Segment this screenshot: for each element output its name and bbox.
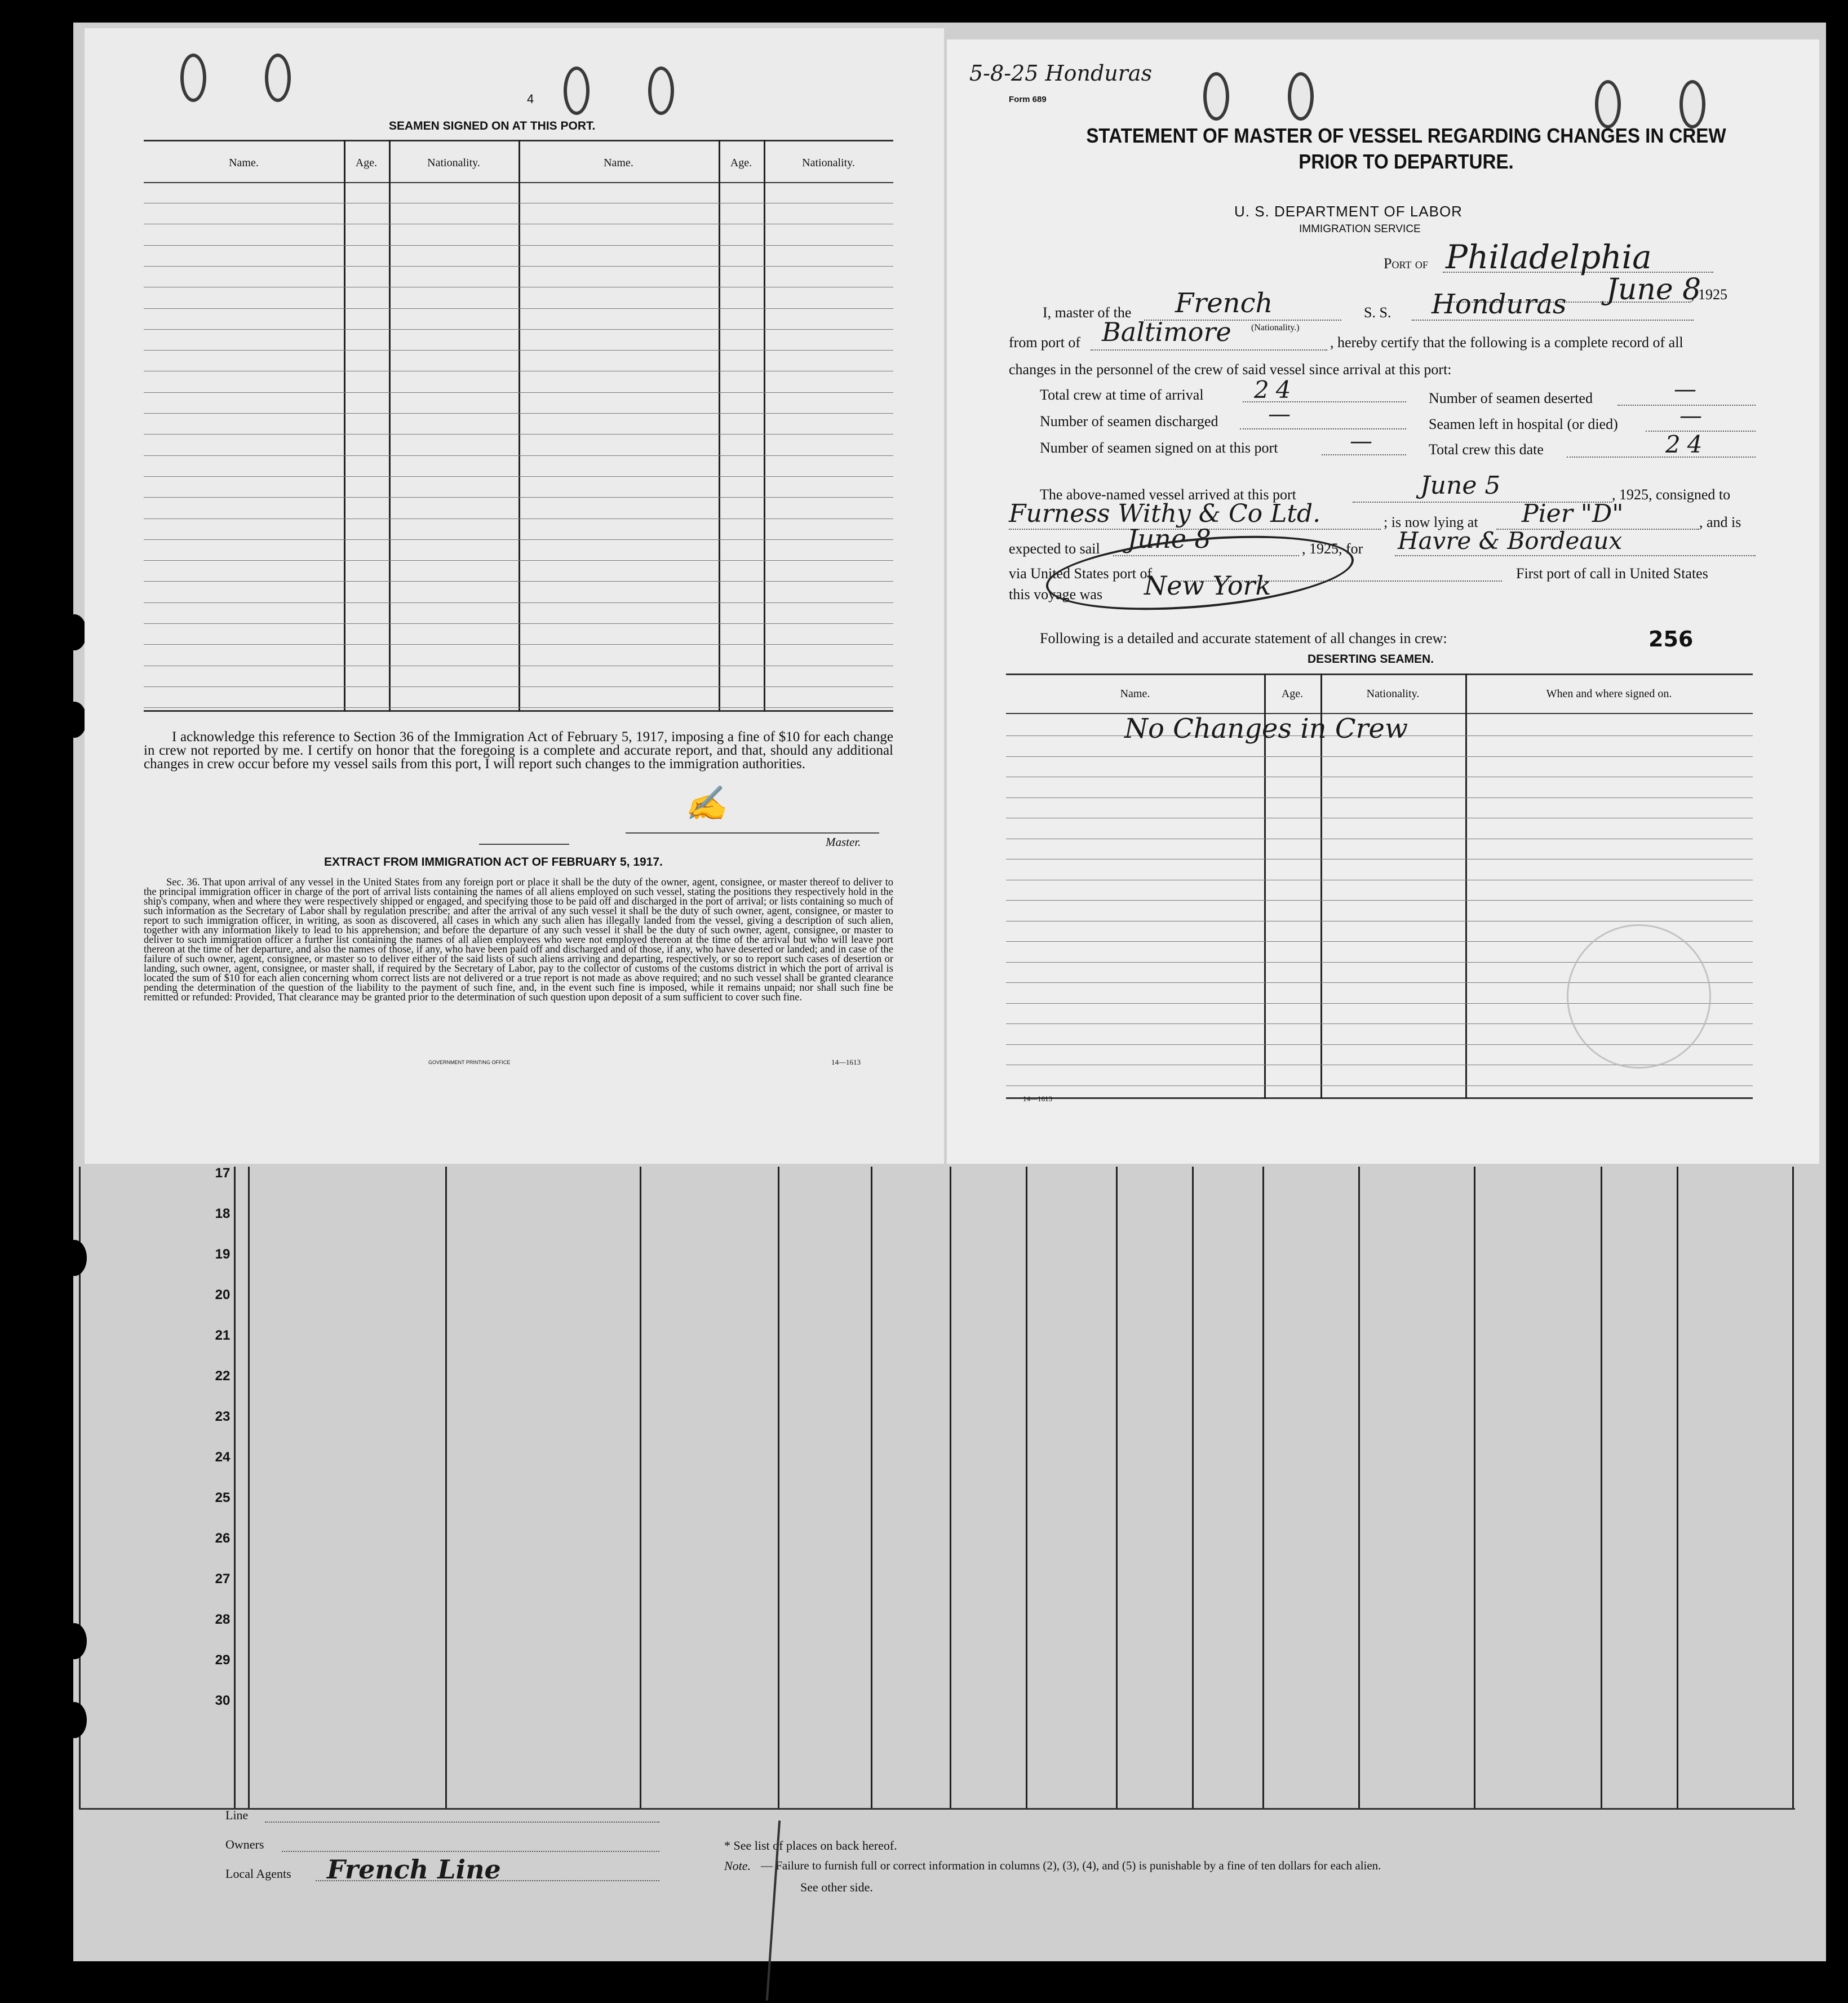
table-rule — [144, 581, 893, 582]
lying-label: ; is now lying at — [1384, 514, 1478, 530]
following-text: Following is a detailed and accurate statement of all changes in crew: — [1040, 630, 1447, 646]
extract-text: Sec. 36. That upon arrival of any vessel in the United States from any foreign port or place it shall be the duty of the owner, agent, consignee, or master thereof to deliver to the principal immigration officer in charge of the port of arrival lists containing the names of all aliens employed on such vessel, stating the positions they respectively hold in the ship's company, when and where they were respectively shipped or engaged, and specifying those to be paid off and discharged in the port of arrival; or lists containing so much of such information as the Secretary of Labor shall by regulation prescribe; and after the arrival of any such vessel it shall be the duty of such owner, agent, consignee, or master to report to such immigration officer, in writing, as soon as discovered, all cases in which any such alien has illegally landed from the vessel, giving a description of such alien, together with any information likely to lead to his apprehension; and before the departure of any such vessel it shall be the duty of such owner, agent, consignee, or master to deliver to such immigration officer a further list containing the names of all alien employees who were not employed thereon at the time of the arrival but who will leave port thereon at the time of her departure, and also the names of those, if any, who have been paid off and discharged and of those, if any, who have deserted or landed; and in case of the failure of such owner, agent, consignee, or master so to deliver either of the said lists of such aliens arriving and departing, respectively, or so to report such cases of desertion or landing, such owner, agent, consignee, or master shall, if required by the Secretary of Labor, pay to the collector of customs of the customs district in which the port of arrival is located the sum of $10 for each alien concerning whom correct lists are not delivered or a true report is not made as above required; and no such vessel shall be granted clearance pending the determination of the question of the liability to the payment of such fine, and, in the event such fine is imposed, while it remains unpaid; nor shall such fine be remitted or refunded: Provided, That clearance may be granted prior to the determination of such question upon deposit of a sum sufficient to cover such fine. — [144, 877, 893, 1003]
table-rule — [144, 623, 893, 624]
ss-label: S. S. — [1364, 304, 1391, 321]
arrived-value: June 5 — [1420, 471, 1501, 500]
ring-hole — [648, 67, 674, 115]
acknowledgement-text: I acknowledge this reference to Section 36 of the Immigration Act of February 5, 1917, imposing a fine of $10 for each change in crew not reported by me. I certify on honor that the foregoing is a complete and accurate report, and that, should any additional changes in crew occur before my vessel sails from this port, I will report such changes to the immigration authorities. — [144, 729, 893, 772]
row-number: 26 — [215, 1531, 231, 1546]
nationality-value: French — [1175, 287, 1273, 319]
total-date-value: 24 — [1665, 431, 1709, 458]
table-rule — [144, 644, 893, 645]
column-nationality: Nationality. — [802, 157, 855, 169]
ship-value: Honduras — [1432, 289, 1567, 320]
via-label: via United States port of — [1009, 565, 1153, 582]
form-title-line-1: STATEMENT OF MASTER OF VESSEL REGARDING CHANGES IN CREW — [1086, 124, 1726, 147]
row-number: 25 — [215, 1490, 231, 1505]
ring-hole — [1203, 72, 1229, 121]
owners-underline — [282, 1851, 659, 1852]
manifest-grid — [79, 1167, 1820, 1809]
see-other-side: See other side. — [800, 1880, 873, 1894]
see-list-note: * See list of places on back hereof. — [724, 1838, 897, 1853]
ring-hole — [180, 54, 206, 102]
pier-value: Pier "D" — [1522, 499, 1624, 528]
punch-hole — [62, 1240, 87, 1276]
row-number: 22 — [215, 1368, 231, 1384]
deserting-title: DESERTING SEAMEN. — [1308, 653, 1434, 666]
printer-code: 14—1613 — [831, 1058, 861, 1066]
table-rule — [144, 497, 893, 498]
row-number: 17 — [215, 1166, 231, 1181]
signed-on-underline — [1322, 454, 1406, 455]
and-is: , and is — [1699, 514, 1741, 530]
total-date-label: Total crew this date — [1429, 441, 1544, 458]
table-rule — [144, 455, 893, 456]
sail-value: June 8 — [1127, 524, 1211, 554]
expected-label: expected to sail — [1009, 540, 1100, 557]
right-printer-code: 14—1613 — [1023, 1094, 1052, 1103]
discharged-underline — [1240, 428, 1406, 429]
table-rule — [144, 686, 893, 687]
table-rule — [1006, 797, 1753, 798]
table-rule — [144, 560, 893, 561]
from-port-underline — [1091, 349, 1327, 351]
destination-underline — [1395, 555, 1756, 556]
column-age: Age. — [355, 157, 378, 169]
arrived-year: , 1925, consigned to — [1612, 486, 1731, 503]
hospital-value: — — [1679, 403, 1702, 429]
certify-text-2: changes in the personnel of the crew of said vessel since arrival at this port: — [1009, 361, 1452, 378]
punch-hole — [62, 1623, 87, 1659]
note-label: Note. — [724, 1859, 751, 1873]
no-changes-note: No Changes in Crew — [1124, 713, 1408, 745]
form-number: Form 689 — [1009, 95, 1047, 104]
row-number: 23 — [215, 1409, 231, 1424]
table-rule — [144, 434, 893, 435]
table-rule — [144, 329, 893, 330]
row-number: 18 — [215, 1206, 231, 1221]
table-rule — [144, 602, 893, 603]
date-value: June 8 — [1606, 273, 1701, 307]
table-rule — [144, 308, 893, 309]
signed-on-table — [144, 140, 893, 712]
row-number: 24 — [215, 1450, 231, 1465]
row-number: 30 — [215, 1693, 231, 1708]
punch-hole — [62, 1702, 87, 1738]
page-number: 4 — [527, 92, 534, 106]
extract-rule — [479, 844, 569, 845]
voyage-label: this voyage was — [1009, 586, 1103, 602]
local-agents-value: French Line — [327, 1854, 501, 1885]
row-number: 21 — [215, 1328, 231, 1343]
signature-line — [626, 832, 879, 834]
year-suffix: , 1925 — [1691, 286, 1727, 303]
deserted-label: Number of seamen deserted — [1429, 390, 1593, 406]
master-of-label: I, master of the — [1043, 304, 1132, 321]
department: U. S. DEPARTMENT OF LABOR — [1234, 203, 1463, 220]
first-port-label: First port of call in United States — [1516, 565, 1708, 582]
column-when-where: When and where signed on. — [1546, 688, 1672, 700]
line-underline — [265, 1822, 659, 1823]
column-name: Name. — [604, 157, 633, 169]
table-rule — [1006, 756, 1753, 757]
consignee-value: Furness Withy & Co Ltd. — [1009, 499, 1321, 528]
ring-hole — [1595, 80, 1621, 128]
table-rule — [144, 476, 893, 477]
nationality-caption: (Nationality.) — [1251, 323, 1300, 333]
punch-hole — [62, 614, 87, 650]
hospital-label: Seamen left in hospital (or died) — [1429, 416, 1618, 432]
discharged-label: Number of seamen discharged — [1040, 413, 1218, 429]
row-number: 29 — [215, 1652, 231, 1668]
extract-title: EXTRACT FROM IMMIGRATION ACT OF FEBRUARY 5, 1917. — [324, 856, 663, 868]
service: IMMIGRATION SERVICE — [1299, 223, 1421, 235]
sail-year: , 1925, for — [1302, 540, 1363, 557]
form-title-line-2: PRIOR TO DEPARTURE. — [1299, 150, 1514, 173]
signed-on-label: Number of seamen signed on at this port — [1040, 440, 1278, 456]
column-age: Age. — [1281, 688, 1304, 700]
total-arrival-label: Total crew at time of arrival — [1040, 387, 1204, 403]
table-rule — [1006, 900, 1753, 901]
table-rule — [144, 350, 893, 351]
port-label: Port of — [1384, 255, 1428, 272]
table-rule — [144, 392, 893, 393]
punch-hole — [62, 702, 87, 738]
signed-on-value: — — [1350, 428, 1372, 454]
certify-text: , hereby certify that the following is a complete record of all — [1330, 334, 1683, 351]
total-date-underline — [1567, 457, 1756, 458]
row-number: 20 — [215, 1287, 231, 1302]
destination-value: Havre & Bordeaux — [1398, 527, 1623, 555]
ring-hole — [564, 67, 590, 115]
table-rule — [144, 539, 893, 540]
table-rule — [144, 266, 893, 267]
line-label: Line — [225, 1808, 249, 1822]
column-name: Name. — [229, 157, 259, 169]
column-nationality: Nationality. — [1366, 688, 1420, 700]
arrived-label: The above-named vessel arrived at this port — [1040, 486, 1296, 503]
stamp-number: 256 — [1648, 627, 1694, 652]
column-name: Name. — [1120, 688, 1150, 700]
deserted-value: — — [1674, 376, 1696, 402]
table-rule — [144, 245, 893, 246]
discharged-value: — — [1268, 401, 1291, 427]
table-rule — [1006, 1085, 1753, 1086]
immigration-stamp — [1567, 924, 1711, 1069]
ring-hole — [1288, 72, 1314, 121]
port-value: Philadelphia — [1446, 238, 1652, 276]
from-port-value: Baltimore — [1102, 317, 1231, 347]
owners-label: Owners — [225, 1837, 264, 1851]
table-rule — [144, 707, 893, 708]
column-age: Age. — [730, 157, 752, 169]
printer-imprint: GOVERNMENT PRINTING OFFICE — [428, 1060, 511, 1065]
note-text: — Failure to furnish full or correct information in columns (2), (3), (4), and (5) is punishable by a fine of ten dollars for each alien. — [761, 1859, 1381, 1872]
column-nationality: Nationality. — [427, 157, 480, 169]
from-port-label: from port of — [1009, 334, 1081, 351]
top-annotation: 5-8-25 Honduras — [969, 61, 1153, 86]
signed-on-title: SEAMEN SIGNED ON AT THIS PORT. — [389, 119, 596, 132]
table-rule — [144, 413, 893, 414]
voyage-value: New York — [1144, 570, 1271, 601]
master-signature: ✍ — [685, 784, 727, 823]
total-arrival-value: 24 — [1254, 376, 1298, 404]
row-number: 27 — [215, 1571, 231, 1587]
form-title — [1066, 123, 1745, 175]
master-label: Master. — [826, 835, 861, 849]
ring-hole — [1679, 80, 1705, 128]
row-number: 28 — [215, 1612, 231, 1627]
local-agents-label: Local Agents — [225, 1867, 291, 1881]
ring-hole — [265, 54, 291, 102]
row-number: 19 — [215, 1247, 231, 1262]
